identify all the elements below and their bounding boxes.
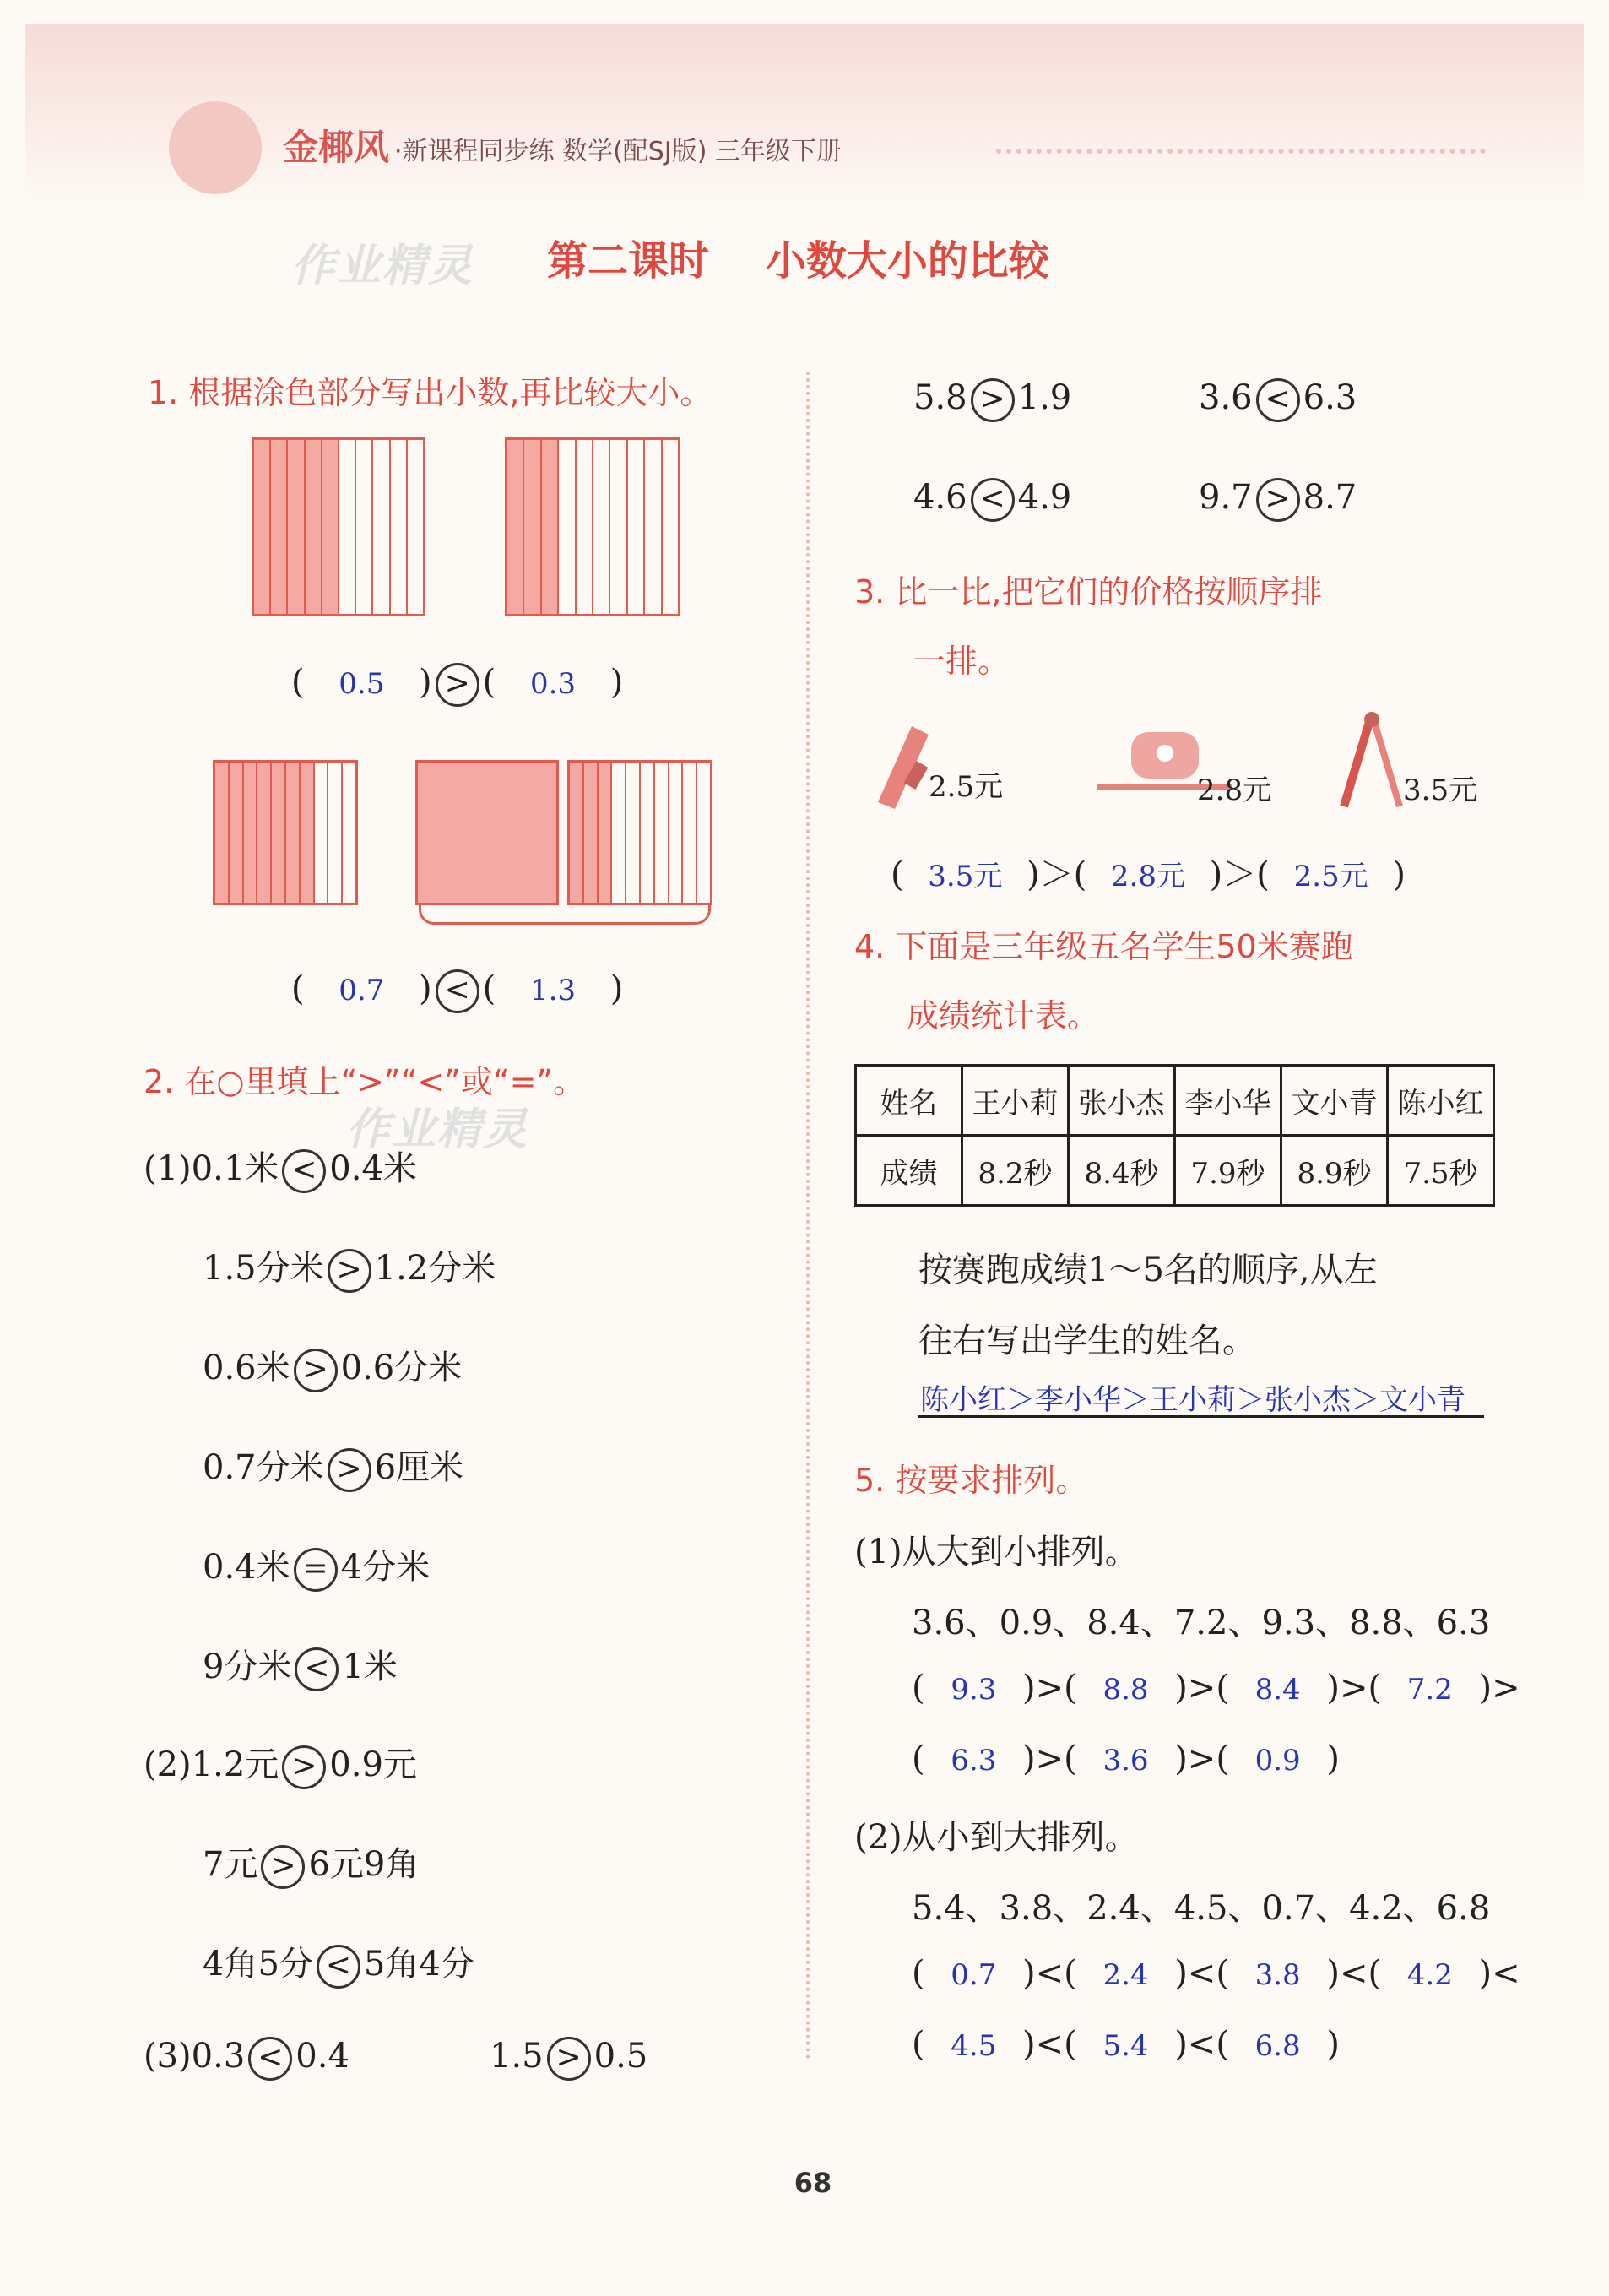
- answer-value: 0.5: [339, 667, 385, 701]
- q2-item: [203, 1640, 398, 1691]
- q5-part1-answers-b: ( 6.3 )>( 3.6 )>( 0.9 ): [912, 1740, 1340, 1778]
- answer-value: 0.3: [529, 667, 577, 701]
- answer-value: 0.9: [1254, 1744, 1301, 1778]
- q4-heading: 4. 下面是三年级五名学生50米赛跑: [854, 928, 1353, 965]
- compare-symbol: >: [294, 1349, 338, 1392]
- column-divider: [806, 372, 810, 2060]
- price-label: 2.5元: [929, 770, 1004, 804]
- right-value: 5角4分: [363, 1945, 474, 1984]
- left-value: 7元: [203, 1845, 258, 1884]
- sharpener-icon: [870, 718, 937, 811]
- answer-value: 6.3: [951, 1744, 997, 1778]
- compare-symbol: >: [436, 663, 479, 707]
- q1-heading: 1. 根据涂色部分写出小数,再比较大小。: [148, 374, 712, 411]
- compare-symbol: <: [436, 969, 479, 1013]
- q3-answer-row: ( 3.5元 )＞( 2.8元 )＞( 2.5元 ): [891, 848, 1406, 896]
- header-dots: [996, 149, 1486, 154]
- table-cell: 7.5秒: [1388, 1136, 1494, 1206]
- price-label: 3.5元: [1403, 773, 1478, 807]
- left-value: 9.7: [1199, 478, 1253, 517]
- answer-value: 2.8元: [1110, 860, 1185, 893]
- q5-part1-numbers: 3.6、0.9、8.4、7.2、9.3、8.8、6.3: [912, 1604, 1491, 1642]
- q5-part2-answers-a: ( 0.7 )<( 2.4 )<( 3.8 )<( 4.2 )<: [912, 1954, 1520, 1993]
- compare-symbol: <: [295, 1647, 339, 1691]
- q2-item: [144, 1738, 417, 1789]
- compare-symbol: <: [317, 1945, 360, 1989]
- right-value: 0.4: [295, 2037, 349, 2076]
- answer-value: 5.4: [1102, 2029, 1149, 2063]
- q2-item: [203, 1540, 430, 1592]
- q5-part2-label: (2)从小到大排列。: [854, 1818, 1139, 1857]
- lesson-title: 第二课时 小数大小的比较: [547, 237, 1049, 285]
- left-value: 9分米: [203, 1647, 292, 1686]
- answer-value: 0.7: [951, 1958, 997, 1992]
- right-value: 4分米: [340, 1548, 431, 1587]
- q3-heading-cont: 一排。: [913, 643, 1010, 680]
- left-value: 0.7分米: [203, 1448, 324, 1487]
- right-value: 8.7: [1303, 478, 1357, 517]
- right-value: 0.5: [593, 2037, 648, 2076]
- compare-symbol: >: [971, 378, 1015, 422]
- answer-underline: [918, 1415, 1484, 1418]
- q2-item: [203, 1441, 463, 1492]
- header-text: [283, 120, 842, 171]
- table-header-cell: 王小莉: [962, 1066, 1069, 1136]
- q2-item: [490, 2037, 647, 2081]
- book-name: 数学(配SJ版) 三年级下册: [554, 137, 842, 166]
- q4-heading-cont: 成绩统计表。: [907, 997, 1100, 1034]
- table-cell: 8.9秒: [1281, 1136, 1388, 1206]
- watermark: 作业精灵: [291, 241, 474, 291]
- right-value: 0.6分米: [340, 1349, 463, 1387]
- q1-row2: ( 0.7 ) < ( 1.3 ): [291, 969, 623, 1013]
- left-value: 0.4米: [203, 1548, 290, 1587]
- answer-value: 2.5元: [1293, 860, 1368, 893]
- table-cell: 8.4秒: [1069, 1136, 1175, 1206]
- right-value: 1米: [342, 1647, 398, 1686]
- right-value: 6元9角: [308, 1845, 420, 1884]
- answer-value: 3.8: [1254, 1958, 1301, 1992]
- q2-item: [203, 1341, 462, 1392]
- compare-symbol: >: [328, 1249, 371, 1293]
- q5-heading: 5. 按要求排列。: [854, 1462, 1088, 1499]
- q2-item: [144, 1142, 417, 1193]
- right-value: 4.9: [1017, 478, 1072, 517]
- answer-value: 8.4: [1254, 1673, 1301, 1707]
- answer-value: 7.2: [1406, 1673, 1453, 1707]
- compare-symbol: <: [1256, 378, 1300, 422]
- compare-symbol: >: [282, 1745, 326, 1789]
- q2-item: [203, 1937, 474, 1989]
- answer-value: 6.8: [1254, 2029, 1301, 2063]
- compare-symbol: >: [261, 1845, 305, 1889]
- q4-prompt-cont: 往右写出学生的姓名。: [918, 1322, 1256, 1360]
- left-value: 4.6: [913, 478, 967, 517]
- answer-value: 4.5: [951, 2029, 997, 2063]
- score-table: [854, 1064, 1495, 1207]
- q2-item: [144, 2037, 349, 2081]
- answer-value: 2.4: [1102, 1958, 1149, 1992]
- answer-value: 9.3: [951, 1673, 997, 1707]
- q3-heading: 3. 比一比,把它们的价格按顺序排: [854, 573, 1323, 611]
- left-value: (1)0.1米: [144, 1149, 279, 1188]
- answer-value: 3.5元: [928, 860, 1003, 893]
- compare-symbol: =: [294, 1548, 338, 1592]
- answer-value: 3.6: [1102, 1744, 1149, 1778]
- compare-symbol: >: [1256, 478, 1300, 522]
- series-name: ·新课程同步练: [394, 137, 555, 166]
- q1-row1: ( 0.5 ) > ( 0.3 ): [291, 663, 623, 707]
- left-value: 4角5分: [203, 1945, 313, 1984]
- compass-icon: [1334, 709, 1410, 811]
- compare-symbol: <: [971, 478, 1015, 522]
- answer-value: 4.2: [1406, 1958, 1453, 1992]
- right-value: 1.9: [1017, 378, 1072, 417]
- table-header-cell: 李小华: [1175, 1066, 1281, 1136]
- answer-value: 8.8: [1102, 1673, 1149, 1707]
- q2-item: [203, 1241, 496, 1293]
- price-label: 2.8元: [1197, 773, 1272, 807]
- tenth-grid-d: [567, 760, 712, 905]
- q2-item: [1199, 478, 1357, 522]
- whole-square: [415, 760, 559, 905]
- left-value: 1.5: [490, 2037, 544, 2076]
- compare-symbol: <: [282, 1149, 326, 1193]
- table-row: [856, 1136, 1494, 1206]
- brand-name: 金椰风: [283, 127, 390, 168]
- q5-part2-numbers: 5.4、3.8、2.4、4.5、0.7、4.2、6.8: [912, 1889, 1491, 1928]
- table-row: [856, 1066, 1494, 1136]
- compare-symbol: >: [328, 1448, 371, 1492]
- q2-heading: 2. 在○里填上“>”“<”或“=”。: [144, 1063, 586, 1100]
- page-number: 68: [771, 2153, 855, 2212]
- left-value: (2)1.2元: [144, 1745, 279, 1784]
- right-value: 0.9元: [329, 1745, 417, 1784]
- palm-logo-icon: [169, 101, 262, 194]
- table-cell: 成绩: [856, 1136, 962, 1206]
- q2-item: [913, 378, 1071, 422]
- left-value: (3)0.3: [144, 2037, 246, 2076]
- right-value: 6.3: [1303, 378, 1357, 417]
- q4-prompt: 按赛跑成绩1～5名的顺序,从左: [918, 1251, 1378, 1289]
- watermark: 作业精灵: [346, 1105, 529, 1155]
- left-value: 5.8: [913, 378, 967, 417]
- answer-value: 0.7: [339, 974, 385, 1007]
- compare-symbol: <: [248, 2037, 292, 2081]
- left-value: 0.6米: [203, 1349, 290, 1387]
- left-value: 1.5分米: [203, 1249, 324, 1288]
- tenth-grid-c: [213, 760, 358, 905]
- q2-item: [1199, 378, 1357, 422]
- q2-item: [913, 478, 1071, 522]
- table-header-cell: 文小青: [1281, 1066, 1388, 1136]
- tenth-grid-a: [252, 437, 425, 616]
- q4-answer: 陈小红＞李小华＞王小莉＞张小杰＞文小青: [920, 1383, 1465, 1417]
- compare-symbol: >: [547, 2037, 591, 2081]
- table-header-cell: 陈小红: [1388, 1066, 1494, 1136]
- table-header-cell: 姓名: [856, 1066, 962, 1136]
- right-value: 1.2分米: [374, 1249, 496, 1288]
- q5-part2-answers-b: ( 4.5 )<( 5.4 )<( 6.8 ): [912, 2025, 1340, 2064]
- table-header-cell: 张小杰: [1069, 1066, 1175, 1136]
- left-value: 3.6: [1199, 378, 1253, 417]
- tenth-grid-b: [505, 437, 680, 616]
- answer-value: 1.3: [529, 974, 577, 1007]
- table-cell: 8.2秒: [962, 1136, 1069, 1206]
- table-cell: 7.9秒: [1175, 1136, 1281, 1206]
- right-value: 0.4米: [329, 1149, 417, 1188]
- grouping-brace: [419, 904, 711, 925]
- q5-part1-answers-a: ( 9.3 )>( 8.8 )>( 8.4 )>( 7.2 )>: [912, 1669, 1520, 1707]
- right-value: 6厘米: [374, 1448, 464, 1487]
- q2-item: [203, 1837, 419, 1889]
- q5-part1-label: (1)从大到小排列。: [854, 1533, 1139, 1571]
- header-band: [25, 24, 1584, 209]
